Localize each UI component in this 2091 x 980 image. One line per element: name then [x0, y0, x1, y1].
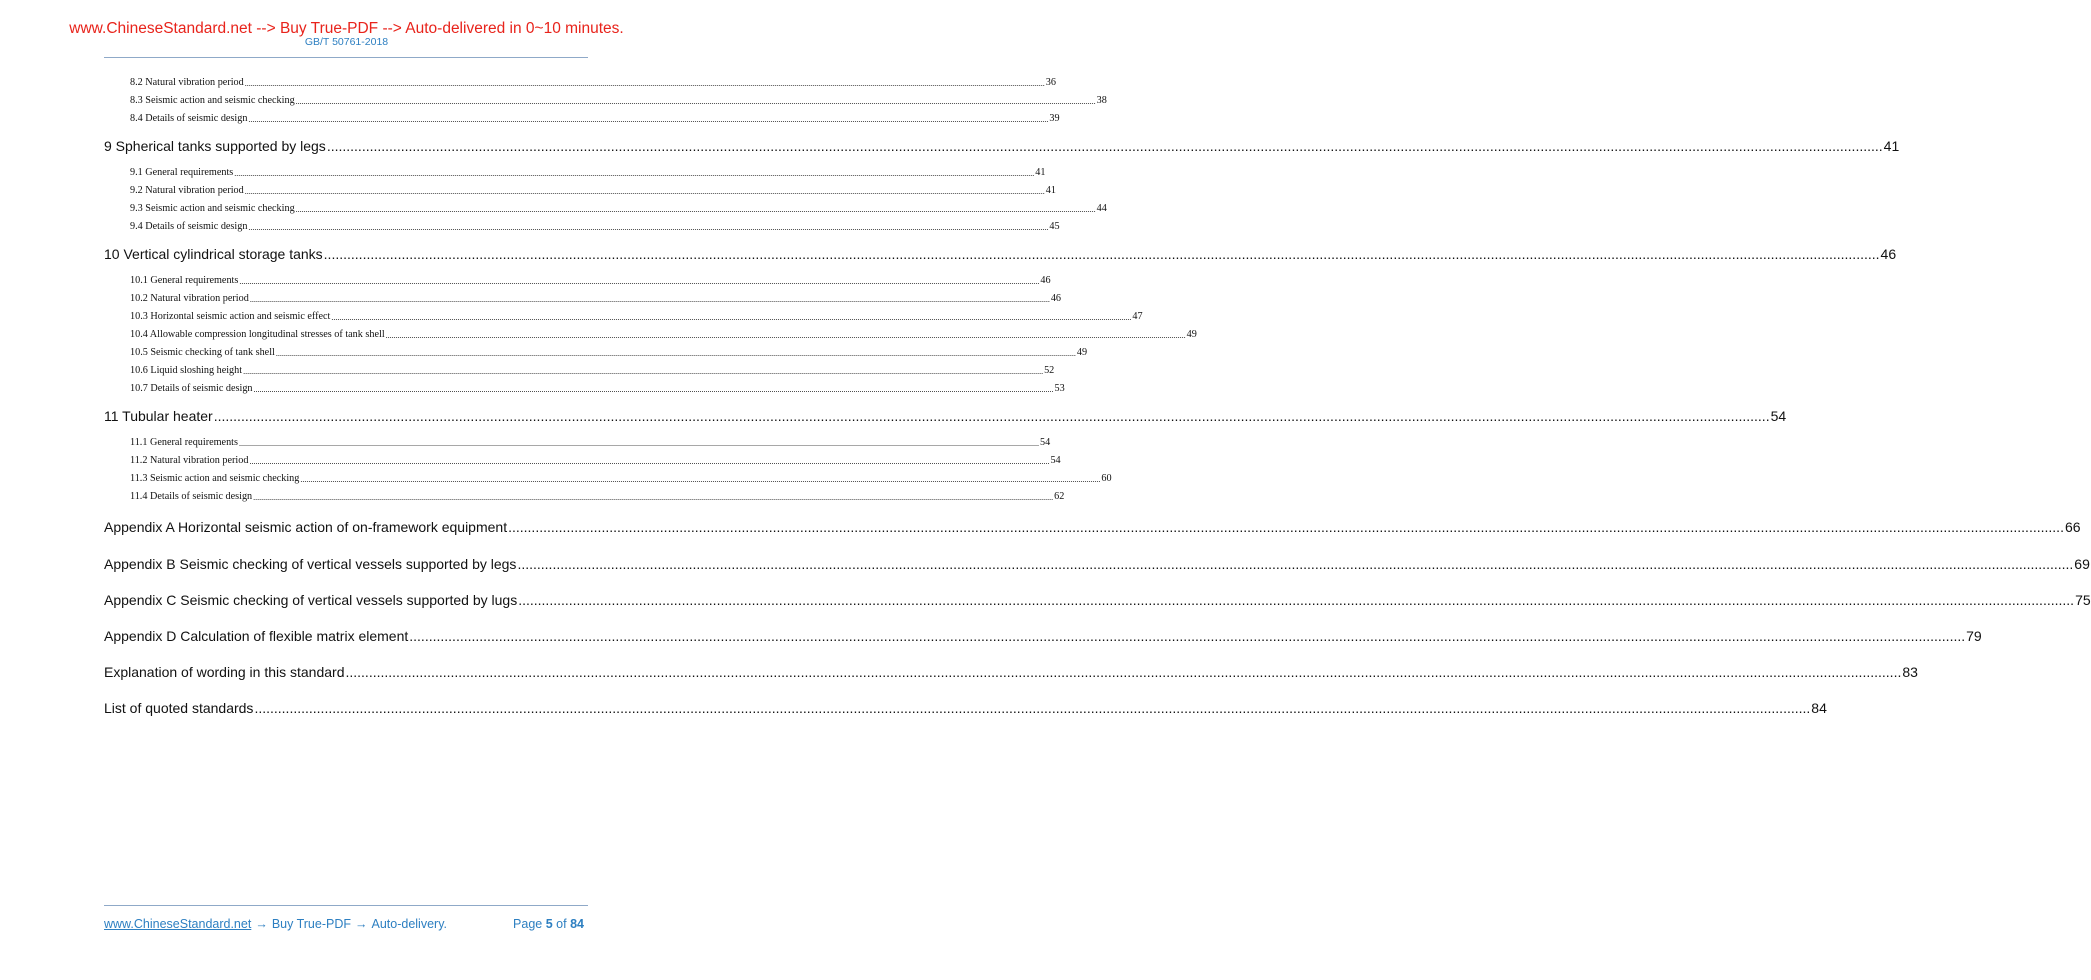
toc-entry-title: 11.1 General requirements [130, 437, 238, 448]
toc-section-entry[interactable] [130, 220, 1060, 233]
arrow-icon: → [255, 917, 268, 931]
standard-number: GB/T 50761-2018 [304, 36, 389, 48]
toc-entry-title: 10.7 Details of seismic design [130, 383, 253, 394]
toc-entry-title: Appendix A Horizontal seismic action of on-framework equipment [104, 519, 508, 535]
page-total: 84 [570, 917, 584, 931]
footer [104, 917, 584, 932]
toc-dot-leader: ................................................................................................................................................................................................................................................................................................................................................................................................................ [253, 493, 1054, 502]
toc-dot-leader: ................................................................................................................................................................................................................................................................................................................................................................................................................ [295, 205, 1096, 214]
toc-entry-title: Appendix C Seismic checking of vertical vessels supported by lugs [104, 592, 518, 608]
toc-chapter-entry[interactable] [104, 519, 2081, 536]
toc-section-entry[interactable] [130, 76, 1056, 89]
toc-entry-title: 8.4 Details of seismic design [130, 113, 248, 124]
toc-entry-page: 45 [1049, 221, 1060, 232]
toc-dot-leader: ................................................................................................................................................................................................................................................................................................................................................................................................................ [326, 138, 1883, 154]
toc-dot-leader: ................................................................................................................................................................................................................................................................................................................................................................................................................ [244, 79, 1045, 88]
toc-entry-page: 38 [1096, 95, 1107, 106]
toc-entry-title: 10.1 General requirements [130, 275, 239, 286]
toc-dot-leader: ................................................................................................................................................................................................................................................................................................................................................................................................................ [323, 246, 1880, 262]
toc-dot-leader: ................................................................................................................................................................................................................................................................................................................................................................................................................ [249, 457, 1050, 466]
toc-section-entry[interactable] [130, 310, 1143, 323]
toc-dot-leader: ................................................................................................................................................................................................................................................................................................................................................................................................................ [253, 385, 1054, 394]
toc-section-entry[interactable] [130, 292, 1062, 305]
toc-dot-leader: ................................................................................................................................................................................................................................................................................................................................................................................................................ [300, 475, 1101, 484]
toc-dot-leader: ................................................................................................................................................................................................................................................................................................................................................................................................................ [385, 331, 1186, 340]
toc-section-entry[interactable] [130, 166, 1046, 179]
toc-entry-page: 75 [2075, 592, 2091, 608]
toc-chapter-entry[interactable] [104, 408, 1787, 425]
toc-dot-leader: ................................................................................................................................................................................................................................................................................................................................................................................................................ [275, 349, 1076, 358]
toc-entry-title: 8.2 Natural vibration period [130, 77, 244, 88]
toc-entry-title: 10.6 Liquid sloshing height [130, 365, 243, 376]
toc-section-entry[interactable] [130, 364, 1055, 377]
toc-entry-title: 10.4 Allowable compression longitudinal stresses of tank shell [130, 329, 385, 340]
toc-entry-page: 84 [1811, 700, 1827, 716]
toc-section-entry[interactable] [130, 328, 1197, 341]
toc-dot-leader: ................................................................................................................................................................................................................................................................................................................................................................................................................ [249, 295, 1050, 304]
arrow-icon: → [355, 917, 368, 931]
toc-entry-title: 9.4 Details of seismic design [130, 221, 248, 232]
toc-entry-page: 44 [1096, 203, 1107, 214]
toc-section-entry[interactable] [130, 202, 1107, 215]
footer-delivery-text: Auto-delivery. [371, 917, 447, 931]
header-divider [104, 57, 588, 58]
page-of: of [556, 917, 567, 931]
toc-entry-page: 52 [1044, 365, 1055, 376]
toc-entry-page: 62 [1054, 491, 1065, 502]
page-current: 5 [545, 917, 553, 931]
toc-dot-leader: ................................................................................................................................................................................................................................................................................................................................................................................................................ [254, 700, 1811, 716]
toc-section-entry[interactable] [130, 472, 1112, 485]
toc-entry-title: 9.3 Seismic action and seismic checking [130, 203, 295, 214]
toc-entry-title: 11 Tubular heater [104, 408, 213, 424]
toc-entry-page: 47 [1132, 311, 1143, 322]
toc-entry-page: 41 [1035, 167, 1046, 178]
toc-dot-leader: ................................................................................................................................................................................................................................................................................................................................................................................................................ [517, 556, 2074, 572]
toc-entry-page: 69 [2074, 556, 2090, 572]
toc-section-entry[interactable] [130, 436, 1051, 449]
footer-site-link[interactable]: www.ChineseStandard.net [104, 917, 252, 931]
toc-chapter-entry[interactable] [104, 664, 1918, 681]
toc-section-entry[interactable] [130, 346, 1088, 359]
page-indicator [513, 917, 584, 932]
toc-entry-title: 9.1 General requirements [130, 167, 234, 178]
toc-entry-page: 53 [1054, 383, 1065, 394]
toc-entry-page: 49 [1186, 329, 1197, 340]
toc-entry-page: 54 [1770, 408, 1787, 424]
toc-section-entry[interactable] [130, 490, 1065, 503]
toc-entry-page: 46 [1880, 246, 1897, 262]
toc-entry-page: 66 [2064, 519, 2081, 535]
toc-entry-page: 36 [1045, 77, 1056, 88]
page-label: Page [513, 917, 543, 931]
toc-section-entry[interactable] [130, 382, 1065, 395]
toc-entry-page: 46 [1040, 275, 1051, 286]
footer-divider [104, 905, 588, 906]
toc-entry-page: 41 [1045, 185, 1056, 196]
toc-chapter-entry[interactable] [104, 138, 1900, 155]
toc-entry-title: 11.4 Details of seismic design [130, 491, 253, 502]
toc-entry-title: 10.3 Horizontal seismic action and seismic effect [130, 311, 331, 322]
toc-chapter-entry[interactable] [104, 246, 1897, 263]
toc-chapter-entry[interactable] [104, 556, 2090, 573]
toc-entry-title: 10 Vertical cylindrical storage tanks [104, 246, 323, 262]
toc-chapter-entry[interactable] [104, 592, 2091, 609]
toc-section-entry[interactable] [130, 112, 1060, 125]
toc-chapter-entry[interactable] [104, 700, 1827, 717]
toc-entry-title: List of quoted standards [104, 700, 254, 716]
toc-section-entry[interactable] [130, 274, 1051, 287]
footer-buy-text: Buy True-PDF [271, 917, 351, 931]
toc-section-entry[interactable] [130, 454, 1061, 467]
toc-entry-page: 39 [1049, 113, 1060, 124]
toc-entry-title: Explanation of wording in this standard [104, 664, 345, 680]
promo-banner[interactable]: www.ChineseStandard.net --> Buy True-PDF --> Auto-delivered in 0~10 minutes. [69, 20, 624, 37]
toc-dot-leader: ................................................................................................................................................................................................................................................................................................................................................................................................................ [409, 628, 1966, 644]
toc-dot-leader: ................................................................................................................................................................................................................................................................................................................................................................................................................ [345, 664, 1902, 680]
toc-entry-title: Appendix B Seismic checking of vertical vessels supported by legs [104, 556, 517, 572]
toc-entry-page: 60 [1101, 473, 1112, 484]
toc-entry-title: 10.5 Seismic checking of tank shell [130, 347, 275, 358]
toc-entry-title: 9 Spherical tanks supported by legs [104, 138, 326, 154]
toc-entry-page: 54 [1050, 455, 1061, 466]
toc-dot-leader: ................................................................................................................................................................................................................................................................................................................................................................................................................ [248, 115, 1049, 124]
toc-entry-page: 49 [1076, 347, 1088, 358]
toc-entry-page: 41 [1883, 138, 1900, 154]
toc-dot-leader: ................................................................................................................................................................................................................................................................................................................................................................................................................ [295, 97, 1096, 106]
toc-dot-leader: ................................................................................................................................................................................................................................................................................................................................................................................................................ [508, 519, 2064, 535]
toc-section-entry[interactable] [130, 184, 1056, 197]
toc-dot-leader: ................................................................................................................................................................................................................................................................................................................................................................................................................ [213, 408, 1770, 424]
toc-dot-leader: ................................................................................................................................................................................................................................................................................................................................................................................................................ [248, 223, 1049, 232]
toc-entry-title: Appendix D Calculation of flexible matrix element [104, 628, 409, 644]
toc-entry-page: 83 [1902, 664, 1918, 680]
toc-entry-title: 9.2 Natural vibration period [130, 185, 244, 196]
toc-dot-leader: ................................................................................................................................................................................................................................................................................................................................................................................................................ [331, 313, 1132, 322]
toc-chapter-entry[interactable] [104, 628, 1982, 645]
toc-entry-page: 54 [1039, 437, 1051, 448]
toc-dot-leader: ................................................................................................................................................................................................................................................................................................................................................................................................................ [243, 367, 1044, 376]
toc-dot-leader: ................................................................................................................................................................................................................................................................................................................................................................................................................ [238, 439, 1039, 448]
toc-section-entry[interactable] [130, 94, 1107, 107]
toc-entry-title: 8.3 Seismic action and seismic checking [130, 95, 295, 106]
toc-entry-page: 79 [1966, 628, 1982, 644]
toc-dot-leader: ................................................................................................................................................................................................................................................................................................................................................................................................................ [244, 187, 1045, 196]
toc-entry-page: 46 [1050, 293, 1062, 304]
toc-entry-title: 11.2 Natural vibration period [130, 455, 249, 466]
toc-dot-leader: ................................................................................................................................................................................................................................................................................................................................................................................................................ [234, 169, 1035, 178]
toc-entry-title: 10.2 Natural vibration period [130, 293, 249, 304]
toc-entry-title: 11.3 Seismic action and seismic checking [130, 473, 300, 484]
toc-dot-leader: ................................................................................................................................................................................................................................................................................................................................................................................................................ [518, 592, 2075, 608]
toc-dot-leader: ................................................................................................................................................................................................................................................................................................................................................................................................................ [239, 277, 1040, 286]
